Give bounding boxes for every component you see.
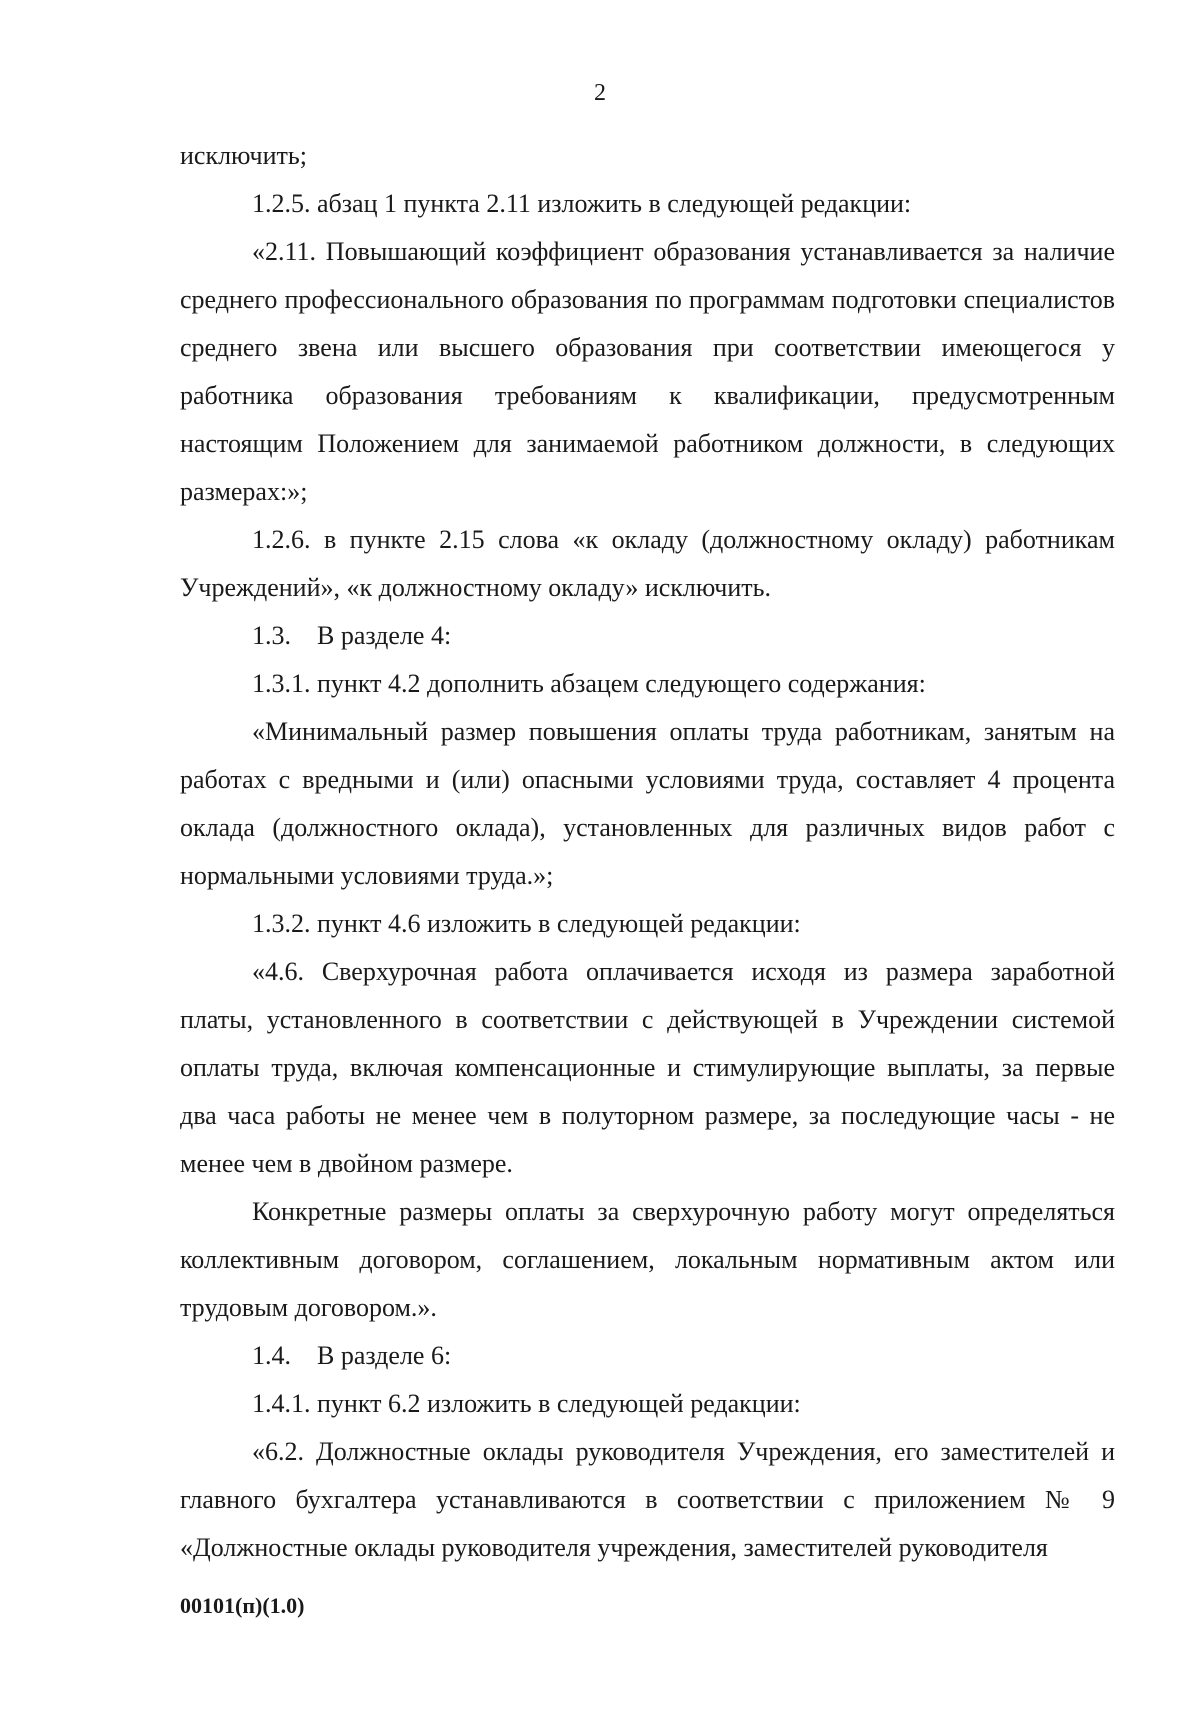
paragraph: 1.2.5. абзац 1 пункта 2.11 изложить в следующей редакции: bbox=[252, 189, 912, 218]
paragraph: «6.2. Должностные оклады руководителя Учреждения, его заместителей и главного бухгалтера устанавливаются в соответствии с приложением № 9 «Должностные оклады руководителя учреждения, заместителей руководителя bbox=[180, 1437, 1115, 1562]
document-code: 00101(п)(1.0) bbox=[180, 1593, 305, 1618]
paragraph: «Минимальный размер повышения оплаты труда работникам, занятым на работах с вредными и (или) опасными условиями труда, составляет 4 процента оклада (должностного оклада), установленных для различных видов работ с нормальными условиями труда.»; bbox=[180, 717, 1115, 890]
paragraph: 1.3. В разделе 4: bbox=[252, 621, 452, 650]
paragraph: 1.3.1. пункт 4.2 дополнить абзацем следующего содержания: bbox=[252, 669, 926, 698]
paragraph: 1.2.6. в пункте 2.15 слова «к окладу (должностному окладу) работникам Учреждений», «к должностному окладу» исключить. bbox=[180, 525, 1115, 602]
paragraph: «4.6. Сверхурочная работа оплачивается исходя из размера заработной платы, установленного в соответствии с действующей в Учреждении системой оплаты труда, включая компенсационные и стимулирующие выплаты, за первые два часа работы не менее чем в полуторном размере, за последующие часы - не менее чем в двойном размере. bbox=[180, 957, 1115, 1178]
paragraph: исключить; bbox=[180, 141, 307, 170]
document-body bbox=[180, 132, 1115, 1572]
paragraph: Конкретные размеры оплаты за сверхурочную работу могут определяться коллективным договором, соглашением, локальным нормативным актом или трудовым договором.». bbox=[180, 1197, 1115, 1322]
paragraph: 1.4. В разделе 6: bbox=[252, 1341, 452, 1370]
page-number: 2 bbox=[594, 80, 606, 106]
paragraph: «2.11. Повышающий коэффициент образования устанавливается за наличие среднего профессионального образования по программам подготовки специалистов среднего звена или высшего образования при соответствии имеющегося у работника образования требованиям к квалификации, предусмотренным настоящим Положением для занимаемой работником должности, в следующих размерах:»; bbox=[180, 237, 1115, 506]
paragraph: 1.3.2. пункт 4.6 изложить в следующей редакции: bbox=[252, 909, 801, 938]
paragraph: 1.4.1. пункт 6.2 изложить в следующей редакции: bbox=[252, 1389, 801, 1418]
